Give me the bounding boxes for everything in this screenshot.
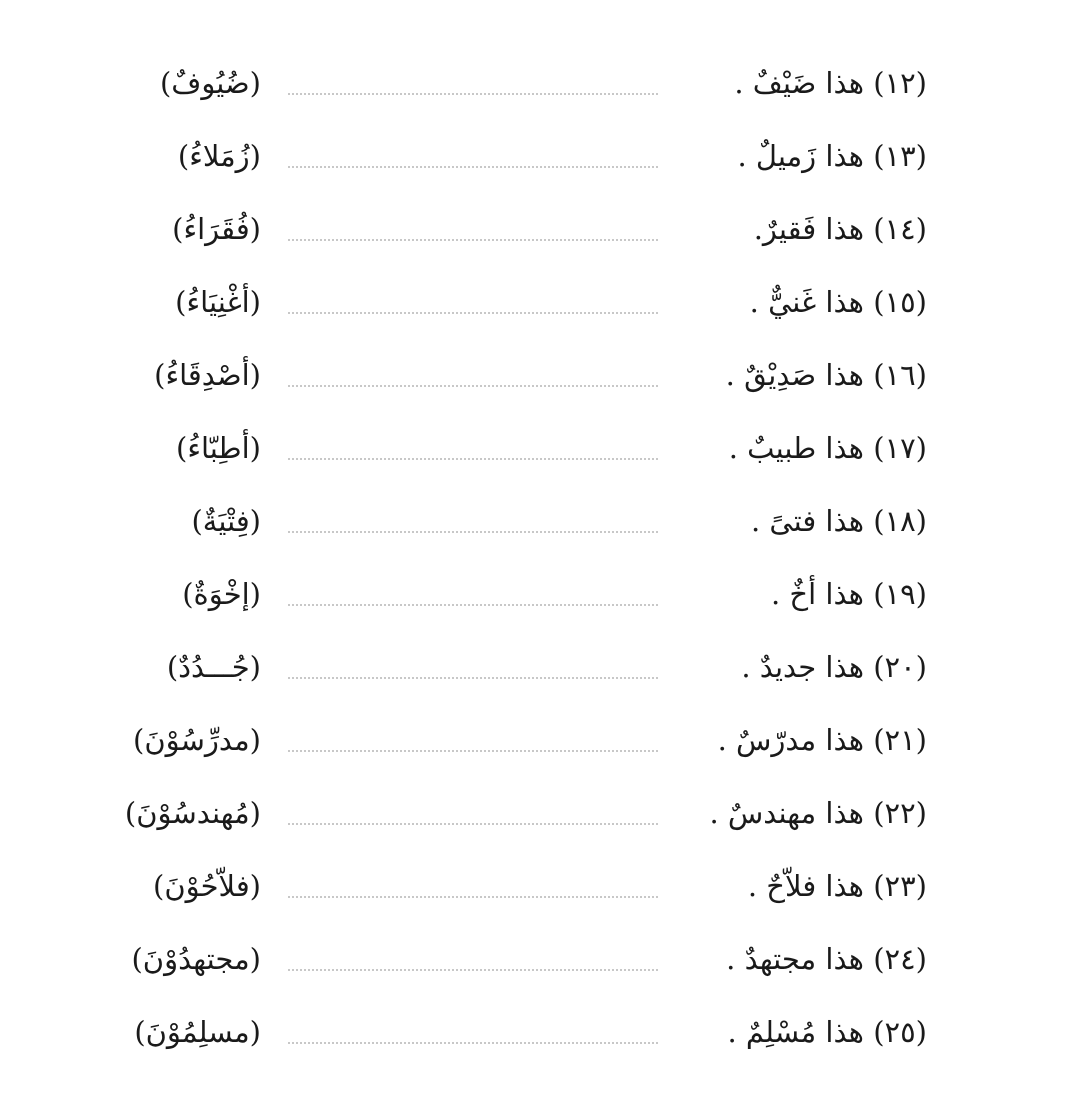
answer-blank	[288, 750, 658, 752]
answer-blank	[288, 166, 658, 168]
exercise-item	[0, 412, 1089, 484]
item-answer: (مُهندسُوْنَ)	[124, 796, 261, 830]
item-answer: (فِتْيَةٌ)	[191, 504, 261, 538]
item-answer: (فُقَرَاءُ)	[172, 212, 261, 246]
item-sentence: (١٣) هذا زَميلٌ .	[737, 139, 927, 173]
item-answer: (مدرِّسُوْنَ)	[133, 723, 261, 757]
exercise-item	[0, 120, 1089, 192]
item-sentence: (٢٠) هذا جديدٌ .	[741, 650, 927, 684]
answer-blank	[288, 1042, 658, 1044]
exercise-item	[0, 193, 1089, 265]
item-answer: (فلاّحُوْنَ)	[153, 869, 261, 903]
item-answer: (زُمَلاءُ)	[177, 139, 261, 173]
item-sentence: (٢١) هذا مدرّسٌ .	[717, 723, 927, 757]
answer-blank	[288, 93, 658, 95]
item-answer: (مسلِمُوْنَ)	[134, 1015, 261, 1049]
exercise-item	[0, 923, 1089, 995]
exercise-item	[0, 339, 1089, 411]
exercise-item	[0, 850, 1089, 922]
item-answer: (جُـــدُدٌ)	[166, 650, 261, 684]
item-sentence: (١٥) هذا غَنيٌّ .	[749, 285, 927, 319]
exercise-item	[0, 704, 1089, 776]
item-answer: (إخْوَةٌ)	[182, 577, 261, 611]
item-sentence: (٢٥) هذا مُسْلِمٌ .	[727, 1015, 927, 1049]
answer-blank	[288, 312, 658, 314]
item-answer: (أصْدِقَاءُ)	[154, 358, 261, 392]
item-sentence: (١٦) هذا صَدِيْقٌ .	[725, 358, 927, 392]
exercise-item	[0, 558, 1089, 630]
answer-blank	[288, 239, 658, 241]
item-sentence: (١٨) هذا فتىً .	[750, 504, 927, 538]
answer-blank	[288, 677, 658, 679]
answer-blank	[288, 385, 658, 387]
answer-blank	[288, 896, 658, 898]
item-answer: (أطِبّاءُ)	[176, 431, 261, 465]
exercise-item	[0, 631, 1089, 703]
item-answer: (ضُيُوفٌ)	[159, 66, 261, 100]
answer-blank	[288, 969, 658, 971]
item-sentence: (١٢) هذا ضَيْفٌ .	[734, 66, 927, 100]
item-sentence: (١٩) هذا أخٌ .	[770, 577, 927, 611]
exercise-item	[0, 485, 1089, 557]
exercise-item	[0, 47, 1089, 119]
item-sentence: (٢٢) هذا مهندسٌ .	[709, 796, 927, 830]
item-answer: (أغْنِيَاءُ)	[175, 285, 261, 319]
exercise-item	[0, 996, 1089, 1068]
answer-blank	[288, 823, 658, 825]
answer-blank	[288, 458, 658, 460]
item-sentence: (١٤) هذا فَقيرٌ.	[753, 212, 927, 246]
item-sentence: (٢٣) هذا فلاّحٌ .	[747, 869, 927, 903]
item-sentence: (٢٤) هذا مجتهدٌ .	[726, 942, 927, 976]
item-sentence: (١٧) هذا طبيبٌ .	[728, 431, 927, 465]
answer-blank	[288, 531, 658, 533]
exercise-item	[0, 266, 1089, 338]
item-answer: (مجتهدُوْنَ)	[131, 942, 261, 976]
answer-blank	[288, 604, 658, 606]
exercise-item	[0, 777, 1089, 849]
